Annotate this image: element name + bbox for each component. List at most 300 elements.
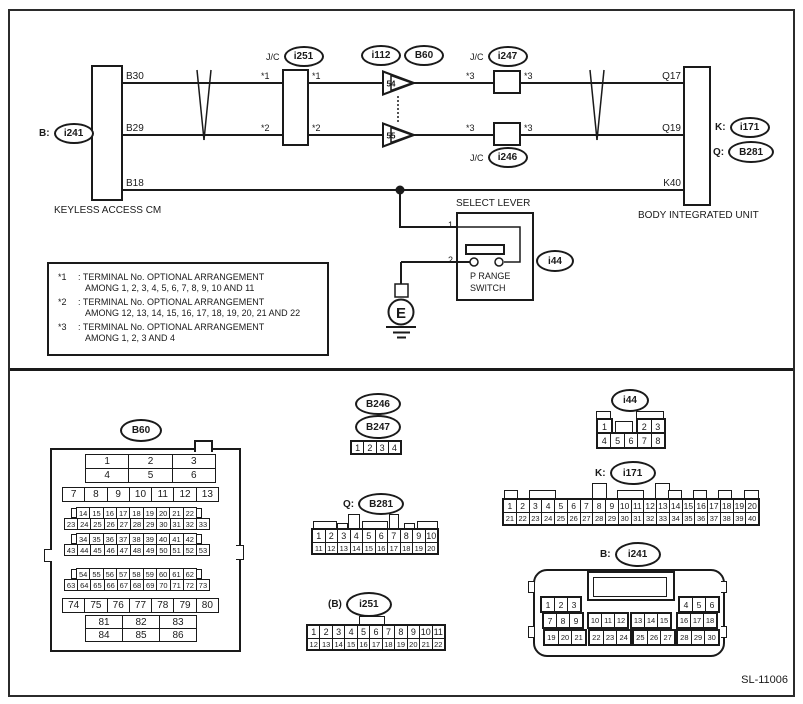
pin-cell-25: 25 bbox=[90, 518, 104, 530]
pin-cell-1: 1 bbox=[541, 597, 555, 612]
pin-cell-78: 78 bbox=[151, 598, 174, 613]
jc-i247-box bbox=[494, 71, 520, 93]
i241-group-10-12 bbox=[587, 612, 629, 629]
i241-bump bbox=[528, 581, 534, 593]
i241-group-28-30 bbox=[676, 629, 720, 646]
pin-cell-12: 12 bbox=[173, 487, 196, 502]
i251-row1 bbox=[307, 625, 445, 639]
pin-label-q19: Q19 bbox=[662, 123, 681, 134]
pin-cell-36: 36 bbox=[694, 512, 708, 525]
pin-cell-18: 18 bbox=[382, 638, 395, 650]
pin-cell-8: 8 bbox=[592, 499, 606, 513]
pin-cell-8: 8 bbox=[394, 625, 407, 639]
pin-cell-15: 15 bbox=[89, 507, 103, 519]
i241-group-1-3 bbox=[540, 596, 582, 613]
pin-cell-17: 17 bbox=[369, 638, 382, 650]
pin-cell-17: 17 bbox=[387, 542, 401, 554]
pin-cell-18: 18 bbox=[129, 507, 143, 519]
pin-cell-10: 10 bbox=[420, 627, 431, 637]
pin-cell-14: 14 bbox=[644, 613, 658, 628]
pin-cell-40: 40 bbox=[156, 533, 170, 545]
note-star2 bbox=[58, 297, 327, 319]
pin-cell-35: 35 bbox=[682, 512, 696, 525]
pin-cell-21: 21 bbox=[419, 638, 432, 650]
b247-pin-row bbox=[350, 440, 402, 455]
pin-cell-7: 7 bbox=[637, 433, 651, 448]
note-star2-mark: *2 bbox=[58, 297, 67, 307]
pin-cell-77: 77 bbox=[129, 598, 152, 613]
pin-cell-50: 50 bbox=[156, 544, 170, 556]
pin-cell-38: 38 bbox=[720, 512, 734, 525]
pin-cell-1: 1 bbox=[597, 419, 612, 434]
pin-cell-20: 20 bbox=[156, 507, 170, 519]
pin-cell-3: 3 bbox=[172, 454, 216, 469]
pin-cell-12: 12 bbox=[643, 499, 657, 513]
jc-i247-ref bbox=[470, 46, 528, 67]
b60-row-74-80 bbox=[62, 598, 219, 613]
i241-prefix: B: bbox=[600, 549, 611, 560]
pin-cell-30: 30 bbox=[156, 518, 170, 530]
p-range-label-line1: P RANGE bbox=[470, 271, 511, 281]
splice-mark-right bbox=[590, 70, 604, 140]
pin-cell-1: 1 bbox=[351, 441, 364, 454]
pin-cell-2: 2 bbox=[516, 499, 530, 513]
left-conn-prefix: B: bbox=[39, 128, 50, 139]
pin-cell-30: 30 bbox=[704, 630, 719, 645]
note-star3 bbox=[58, 322, 327, 344]
b60-row-7-13 bbox=[62, 487, 219, 502]
i241-group-4-6 bbox=[678, 596, 720, 613]
pin-cell-6: 6 bbox=[705, 597, 719, 612]
b60-housing-bump-left bbox=[44, 549, 52, 562]
connector-ref-i251: i251 bbox=[284, 46, 324, 67]
pin-cell-48: 48 bbox=[130, 544, 144, 556]
pin-cell-21: 21 bbox=[571, 630, 586, 645]
connector-label-b60: B60 bbox=[120, 419, 162, 442]
pin-cell-8: 8 bbox=[556, 613, 570, 628]
star3-mark: *3 bbox=[524, 71, 533, 81]
pin-cell-20: 20 bbox=[745, 499, 759, 513]
connector-ref-i171: i171 bbox=[730, 117, 770, 138]
jc-label: J/C bbox=[470, 152, 484, 163]
pin-cell-39: 39 bbox=[733, 512, 747, 525]
i241-group-25-27 bbox=[632, 629, 676, 646]
pin-cell-72: 72 bbox=[183, 579, 197, 591]
pin-cell-62: 62 bbox=[183, 568, 197, 580]
star3-mark: *3 bbox=[524, 123, 533, 133]
pin-cell-4: 4 bbox=[679, 597, 693, 612]
pin-cell-68: 68 bbox=[130, 579, 144, 591]
pin-cell-4: 4 bbox=[350, 529, 364, 543]
pin-cell-14: 14 bbox=[669, 499, 683, 513]
pin-cell-18: 18 bbox=[400, 542, 414, 554]
connector-label-b247: B247 bbox=[355, 415, 401, 439]
switch-actuator-bar bbox=[466, 245, 504, 254]
note-star3-line2: AMONG 1, 2, 3 AND 4 bbox=[85, 333, 176, 343]
i171-connector bbox=[502, 498, 760, 526]
jc-i251-box bbox=[283, 70, 308, 145]
i241-ref bbox=[600, 542, 661, 567]
pin-cell-8: 8 bbox=[84, 487, 107, 502]
pin-cell-82: 82 bbox=[122, 615, 160, 629]
pin-cell-11: 11 bbox=[312, 542, 326, 554]
pin-cell-28: 28 bbox=[592, 512, 606, 525]
pin-cell-24: 24 bbox=[541, 512, 555, 525]
pin-cell-52: 52 bbox=[183, 544, 197, 556]
switch-pin1-label: 1 bbox=[447, 220, 453, 230]
connector-label-i44: i44 bbox=[611, 389, 649, 412]
b281-connector bbox=[311, 528, 439, 555]
pin-cell-13: 13 bbox=[656, 499, 670, 513]
pin-cell-2: 2 bbox=[637, 419, 652, 434]
b60-row-63-73 bbox=[64, 579, 210, 591]
amp-54-number: 54 bbox=[386, 79, 396, 89]
pin-cell-40: 40 bbox=[745, 512, 759, 525]
pin-cell-19: 19 bbox=[412, 542, 426, 554]
star1-mark: *1 bbox=[261, 71, 270, 81]
pin-cell-32: 32 bbox=[183, 518, 197, 530]
pin-cell-3: 3 bbox=[337, 529, 351, 543]
jc-i251-ref bbox=[266, 46, 324, 67]
pin-cell-4: 4 bbox=[344, 625, 357, 639]
pin-cell-1: 1 bbox=[503, 499, 517, 513]
pin-cell-33: 33 bbox=[656, 512, 670, 525]
pin-cell-6: 6 bbox=[567, 499, 581, 513]
pin-cell-5: 5 bbox=[128, 468, 172, 483]
pin-cell-11: 11 bbox=[151, 487, 174, 502]
pin-cell-18: 18 bbox=[720, 499, 734, 513]
pin-cell-22: 22 bbox=[183, 507, 197, 519]
connector-label-i251: i251 bbox=[346, 592, 392, 617]
pin-cell-3: 3 bbox=[567, 597, 581, 612]
pin-cell-35: 35 bbox=[89, 533, 103, 545]
pin-cell-7: 7 bbox=[580, 499, 594, 513]
b60-row-23-33 bbox=[64, 518, 210, 530]
pin-cell-13: 13 bbox=[337, 542, 351, 554]
pin-cell-67: 67 bbox=[117, 579, 131, 591]
pin-cell-7: 7 bbox=[62, 487, 85, 502]
note-star1 bbox=[58, 272, 327, 294]
amp-symbol-55 bbox=[383, 124, 414, 147]
pin-cell-29: 29 bbox=[691, 630, 706, 645]
note-star1-line2: AMONG 1, 2, 3, 4, 5, 6, 7, 8, 9, 10 AND 11 bbox=[85, 283, 255, 293]
b60-housing-notch bbox=[194, 440, 213, 452]
i171-ref bbox=[595, 461, 656, 485]
pin-cell-3: 3 bbox=[651, 419, 666, 434]
pin-cell-85: 85 bbox=[122, 628, 160, 642]
connector-ref-i241: i241 bbox=[54, 123, 94, 144]
i241-bump bbox=[528, 626, 534, 638]
left-connector-ref bbox=[39, 123, 94, 144]
star1-mark: *1 bbox=[312, 71, 321, 81]
i241-group-22-24 bbox=[588, 629, 632, 646]
pin-cell-23: 23 bbox=[64, 518, 78, 530]
connector-ref-i44: i44 bbox=[536, 250, 574, 272]
pin-cell-23: 23 bbox=[603, 630, 618, 645]
pin-cell-22: 22 bbox=[516, 512, 530, 525]
pin-cell-49: 49 bbox=[143, 544, 157, 556]
select-lever-label: SELECT LEVER bbox=[456, 198, 531, 209]
pin-cell-70: 70 bbox=[156, 579, 170, 591]
pin-cell-3: 3 bbox=[332, 625, 345, 639]
pin-cell-13: 13 bbox=[319, 638, 332, 650]
pin-cell-32: 32 bbox=[643, 512, 657, 525]
pin-cell-34: 34 bbox=[669, 512, 683, 525]
pin-cell-54: 54 bbox=[76, 568, 90, 580]
i241-bump bbox=[721, 626, 727, 638]
pin-cell-28: 28 bbox=[130, 518, 144, 530]
i251-ref bbox=[328, 592, 392, 617]
b60-housing-bump-right bbox=[236, 545, 244, 560]
pin-cell-14: 14 bbox=[332, 638, 345, 650]
i241-group-7-9 bbox=[542, 612, 584, 629]
i251-row2 bbox=[307, 638, 445, 650]
pin-cell-30: 30 bbox=[618, 512, 632, 525]
i44-row2 bbox=[596, 432, 666, 449]
pin-cell-2: 2 bbox=[325, 529, 339, 543]
keyless-access-cm-box bbox=[92, 66, 122, 200]
jc-i246-ref bbox=[470, 147, 528, 168]
pin-cell-5: 5 bbox=[362, 529, 376, 543]
pin-cell-12: 12 bbox=[325, 542, 339, 554]
amp-symbol-54 bbox=[383, 72, 414, 95]
body-integrated-unit-label: BODY INTEGRATED UNIT bbox=[638, 210, 759, 221]
right-conn1-prefix: K: bbox=[715, 122, 726, 133]
amp-55-number: 55 bbox=[386, 131, 396, 141]
star3-mark: *3 bbox=[466, 71, 475, 81]
amp-refs bbox=[361, 45, 444, 66]
star2-mark: *2 bbox=[312, 123, 321, 133]
pin-cell-24: 24 bbox=[77, 518, 91, 530]
pin-cell-11: 11 bbox=[631, 499, 645, 513]
pin-cell-25: 25 bbox=[554, 512, 568, 525]
jc-label: J/C bbox=[266, 51, 280, 62]
pin-cell-22: 22 bbox=[432, 638, 445, 650]
pin-cell-24: 24 bbox=[616, 630, 631, 645]
pin-cell-44: 44 bbox=[77, 544, 91, 556]
b60-row-84-86 bbox=[85, 628, 197, 642]
pin-cell-11: 11 bbox=[601, 613, 615, 628]
pin-cell-38: 38 bbox=[129, 533, 143, 545]
switch-contact-right bbox=[495, 258, 503, 266]
pin-cell-20: 20 bbox=[558, 630, 573, 645]
i171-row1 bbox=[503, 499, 759, 513]
i241-group-13-15 bbox=[630, 612, 672, 629]
pin-cell-3: 3 bbox=[529, 499, 543, 513]
pin-cell-19: 19 bbox=[394, 638, 407, 650]
pin-cell-27: 27 bbox=[580, 512, 594, 525]
pin-cell-4: 4 bbox=[85, 468, 129, 483]
pin-cell-2: 2 bbox=[128, 454, 172, 469]
pin-cell-27: 27 bbox=[117, 518, 131, 530]
pin-cell-25: 25 bbox=[633, 630, 648, 645]
b281-prefix: Q: bbox=[343, 498, 355, 510]
pin-cell-16: 16 bbox=[694, 499, 708, 513]
pin-cell-9: 9 bbox=[605, 499, 619, 513]
ground-terminal-square bbox=[395, 284, 408, 297]
pin-cell-7: 7 bbox=[543, 613, 557, 628]
pin-cell-79: 79 bbox=[173, 598, 196, 613]
pin-cell-9: 9 bbox=[407, 625, 420, 639]
b60-row-81-83 bbox=[85, 615, 197, 629]
pin-cell-10: 10 bbox=[588, 613, 602, 628]
pin-label-q17: Q17 bbox=[662, 71, 681, 82]
pin-cell-37: 37 bbox=[116, 533, 130, 545]
b60-row-43-53 bbox=[64, 544, 210, 556]
pin-cell-1: 1 bbox=[312, 529, 326, 543]
pin-label-b29: B29 bbox=[126, 123, 144, 134]
pin-cell-65: 65 bbox=[90, 579, 104, 591]
pin-label-b18: B18 bbox=[126, 178, 144, 189]
pin-cell-43: 43 bbox=[64, 544, 78, 556]
body-integrated-unit-box bbox=[684, 67, 710, 205]
pin-cell-80: 80 bbox=[196, 598, 219, 613]
right-connector-ref-k bbox=[715, 117, 770, 138]
ground-symbol-lines bbox=[386, 327, 416, 338]
pin-cell-28: 28 bbox=[677, 630, 692, 645]
pin-cell-29: 29 bbox=[605, 512, 619, 525]
pin-label-b30: B30 bbox=[126, 71, 144, 82]
pin-cell-60: 60 bbox=[156, 568, 170, 580]
pin-cell-26: 26 bbox=[104, 518, 118, 530]
note-star3-line1: : TERMINAL No. OPTIONAL ARRANGEMENT bbox=[78, 322, 265, 332]
connector-label-i171: i171 bbox=[610, 461, 656, 485]
pin-cell-14: 14 bbox=[350, 542, 364, 554]
note-star2-line1: : TERMINAL No. OPTIONAL ARRANGEMENT bbox=[78, 297, 265, 307]
pin-cell-8: 8 bbox=[651, 433, 665, 448]
pin-cell-15: 15 bbox=[344, 638, 357, 650]
pin-cell-46: 46 bbox=[104, 544, 118, 556]
pin-cell-55: 55 bbox=[89, 568, 103, 580]
star2-mark: *2 bbox=[261, 123, 270, 133]
splice-mark-left bbox=[197, 70, 211, 140]
switch-pin2-label: 2 bbox=[447, 255, 453, 265]
jc-i246-box bbox=[494, 123, 520, 145]
i241-group-19-21 bbox=[543, 629, 587, 646]
pin-cell-5: 5 bbox=[357, 625, 370, 639]
pin-cell-6: 6 bbox=[375, 529, 389, 543]
pin-cell-20: 20 bbox=[425, 542, 439, 554]
pin-cell-26: 26 bbox=[647, 630, 662, 645]
pin-cell-16: 16 bbox=[103, 507, 117, 519]
pin-cell-9: 9 bbox=[107, 487, 130, 502]
connector-ref-b60: B60 bbox=[404, 45, 444, 66]
pin-cell-17: 17 bbox=[707, 499, 721, 513]
pin-cell-4: 4 bbox=[597, 433, 611, 448]
pin-cell-7: 7 bbox=[387, 529, 401, 543]
i171-row2 bbox=[503, 512, 759, 525]
pin-cell-39: 39 bbox=[143, 533, 157, 545]
pin-cell-7: 7 bbox=[382, 625, 395, 639]
pin-cell-3: 3 bbox=[376, 441, 389, 454]
pin-cell-2: 2 bbox=[319, 625, 332, 639]
b60-row-4-6 bbox=[85, 468, 216, 483]
pin-cell-15: 15 bbox=[657, 613, 671, 628]
pin-cell-12: 12 bbox=[614, 613, 628, 628]
pin-cell-5: 5 bbox=[692, 597, 706, 612]
pin-cell-15: 15 bbox=[362, 542, 376, 554]
pin-cell-16: 16 bbox=[677, 613, 691, 628]
connector-ref-i247: i247 bbox=[488, 46, 528, 67]
pin-cell-31: 31 bbox=[631, 512, 645, 525]
pin-cell-6: 6 bbox=[624, 433, 638, 448]
pin-cell-81: 81 bbox=[85, 615, 123, 629]
connector-label-b281: B281 bbox=[358, 493, 404, 515]
b281-row2 bbox=[312, 542, 438, 554]
pin-cell-51: 51 bbox=[170, 544, 184, 556]
pin-cell-26: 26 bbox=[567, 512, 581, 525]
pin-cell-18: 18 bbox=[703, 613, 717, 628]
jc-label: J/C bbox=[470, 51, 484, 62]
pin-cell-31: 31 bbox=[170, 518, 184, 530]
pin-cell-83: 83 bbox=[159, 615, 197, 629]
pin-cell-14: 14 bbox=[76, 507, 90, 519]
section-divider bbox=[10, 368, 793, 371]
pin-cell-8: 8 bbox=[400, 529, 414, 543]
pin-cell-21: 21 bbox=[503, 512, 517, 525]
note-star3-mark: *3 bbox=[58, 322, 67, 332]
pin-cell-19: 19 bbox=[544, 630, 559, 645]
connector-ref-i246: i246 bbox=[488, 147, 528, 168]
pin-cell-13: 13 bbox=[631, 613, 645, 628]
ground-earth-letter: E bbox=[395, 305, 407, 322]
keyless-access-cm-label: KEYLESS ACCESS CM bbox=[54, 205, 162, 216]
terminal-notes-box bbox=[47, 262, 329, 356]
pin-cell-61: 61 bbox=[169, 568, 183, 580]
p-range-label-line2: SWITCH bbox=[470, 283, 506, 293]
pin-cell-9: 9 bbox=[569, 613, 583, 628]
note-star1-mark: *1 bbox=[58, 272, 67, 282]
pin-cell-57: 57 bbox=[116, 568, 130, 580]
pin-cell-6: 6 bbox=[172, 468, 216, 483]
pin-cell-71: 71 bbox=[170, 579, 184, 591]
i241-group-16-18 bbox=[676, 612, 718, 629]
pin-cell-74: 74 bbox=[62, 598, 85, 613]
pin-cell-66: 66 bbox=[104, 579, 118, 591]
pin-cell-29: 29 bbox=[143, 518, 157, 530]
i251-prefix: (B) bbox=[328, 599, 342, 610]
pin-cell-75: 75 bbox=[84, 598, 107, 613]
pin-cell-22: 22 bbox=[589, 630, 604, 645]
pin-cell-63: 63 bbox=[64, 579, 78, 591]
pin-cell-47: 47 bbox=[117, 544, 131, 556]
diagram-code: SL-11006 bbox=[741, 674, 788, 686]
note-star1-line1: : TERMINAL No. OPTIONAL ARRANGEMENT bbox=[78, 272, 265, 282]
pin-cell-84: 84 bbox=[85, 628, 123, 642]
star3-mark: *3 bbox=[466, 123, 475, 133]
connector-label-i241: i241 bbox=[615, 542, 661, 567]
pin-cell-1: 1 bbox=[307, 625, 320, 639]
pin-cell-86: 86 bbox=[159, 628, 197, 642]
pin-cell-17: 17 bbox=[690, 613, 704, 628]
pin-cell-6: 6 bbox=[369, 625, 382, 639]
pin-cell-76: 76 bbox=[107, 598, 130, 613]
pin-cell-9: 9 bbox=[412, 529, 426, 543]
pin-cell-5: 5 bbox=[610, 433, 624, 448]
note-star2-line2: AMONG 12, 13, 14, 15, 16, 17, 18, 19, 20, 21 AND 22 bbox=[85, 308, 301, 318]
pin-cell-15: 15 bbox=[682, 499, 696, 513]
pin-cell-12: 12 bbox=[307, 638, 320, 650]
connector-ref-i112: i112 bbox=[361, 45, 401, 66]
pin-cell-5: 5 bbox=[554, 499, 568, 513]
pin-cell-17: 17 bbox=[116, 507, 130, 519]
b281-ref bbox=[343, 493, 404, 515]
pin-cell-16: 16 bbox=[375, 542, 389, 554]
pin-cell-10: 10 bbox=[426, 531, 437, 541]
right-connector-ref-q bbox=[713, 141, 774, 163]
right-conn2-prefix: Q: bbox=[713, 146, 725, 158]
pin-cell-69: 69 bbox=[143, 579, 157, 591]
